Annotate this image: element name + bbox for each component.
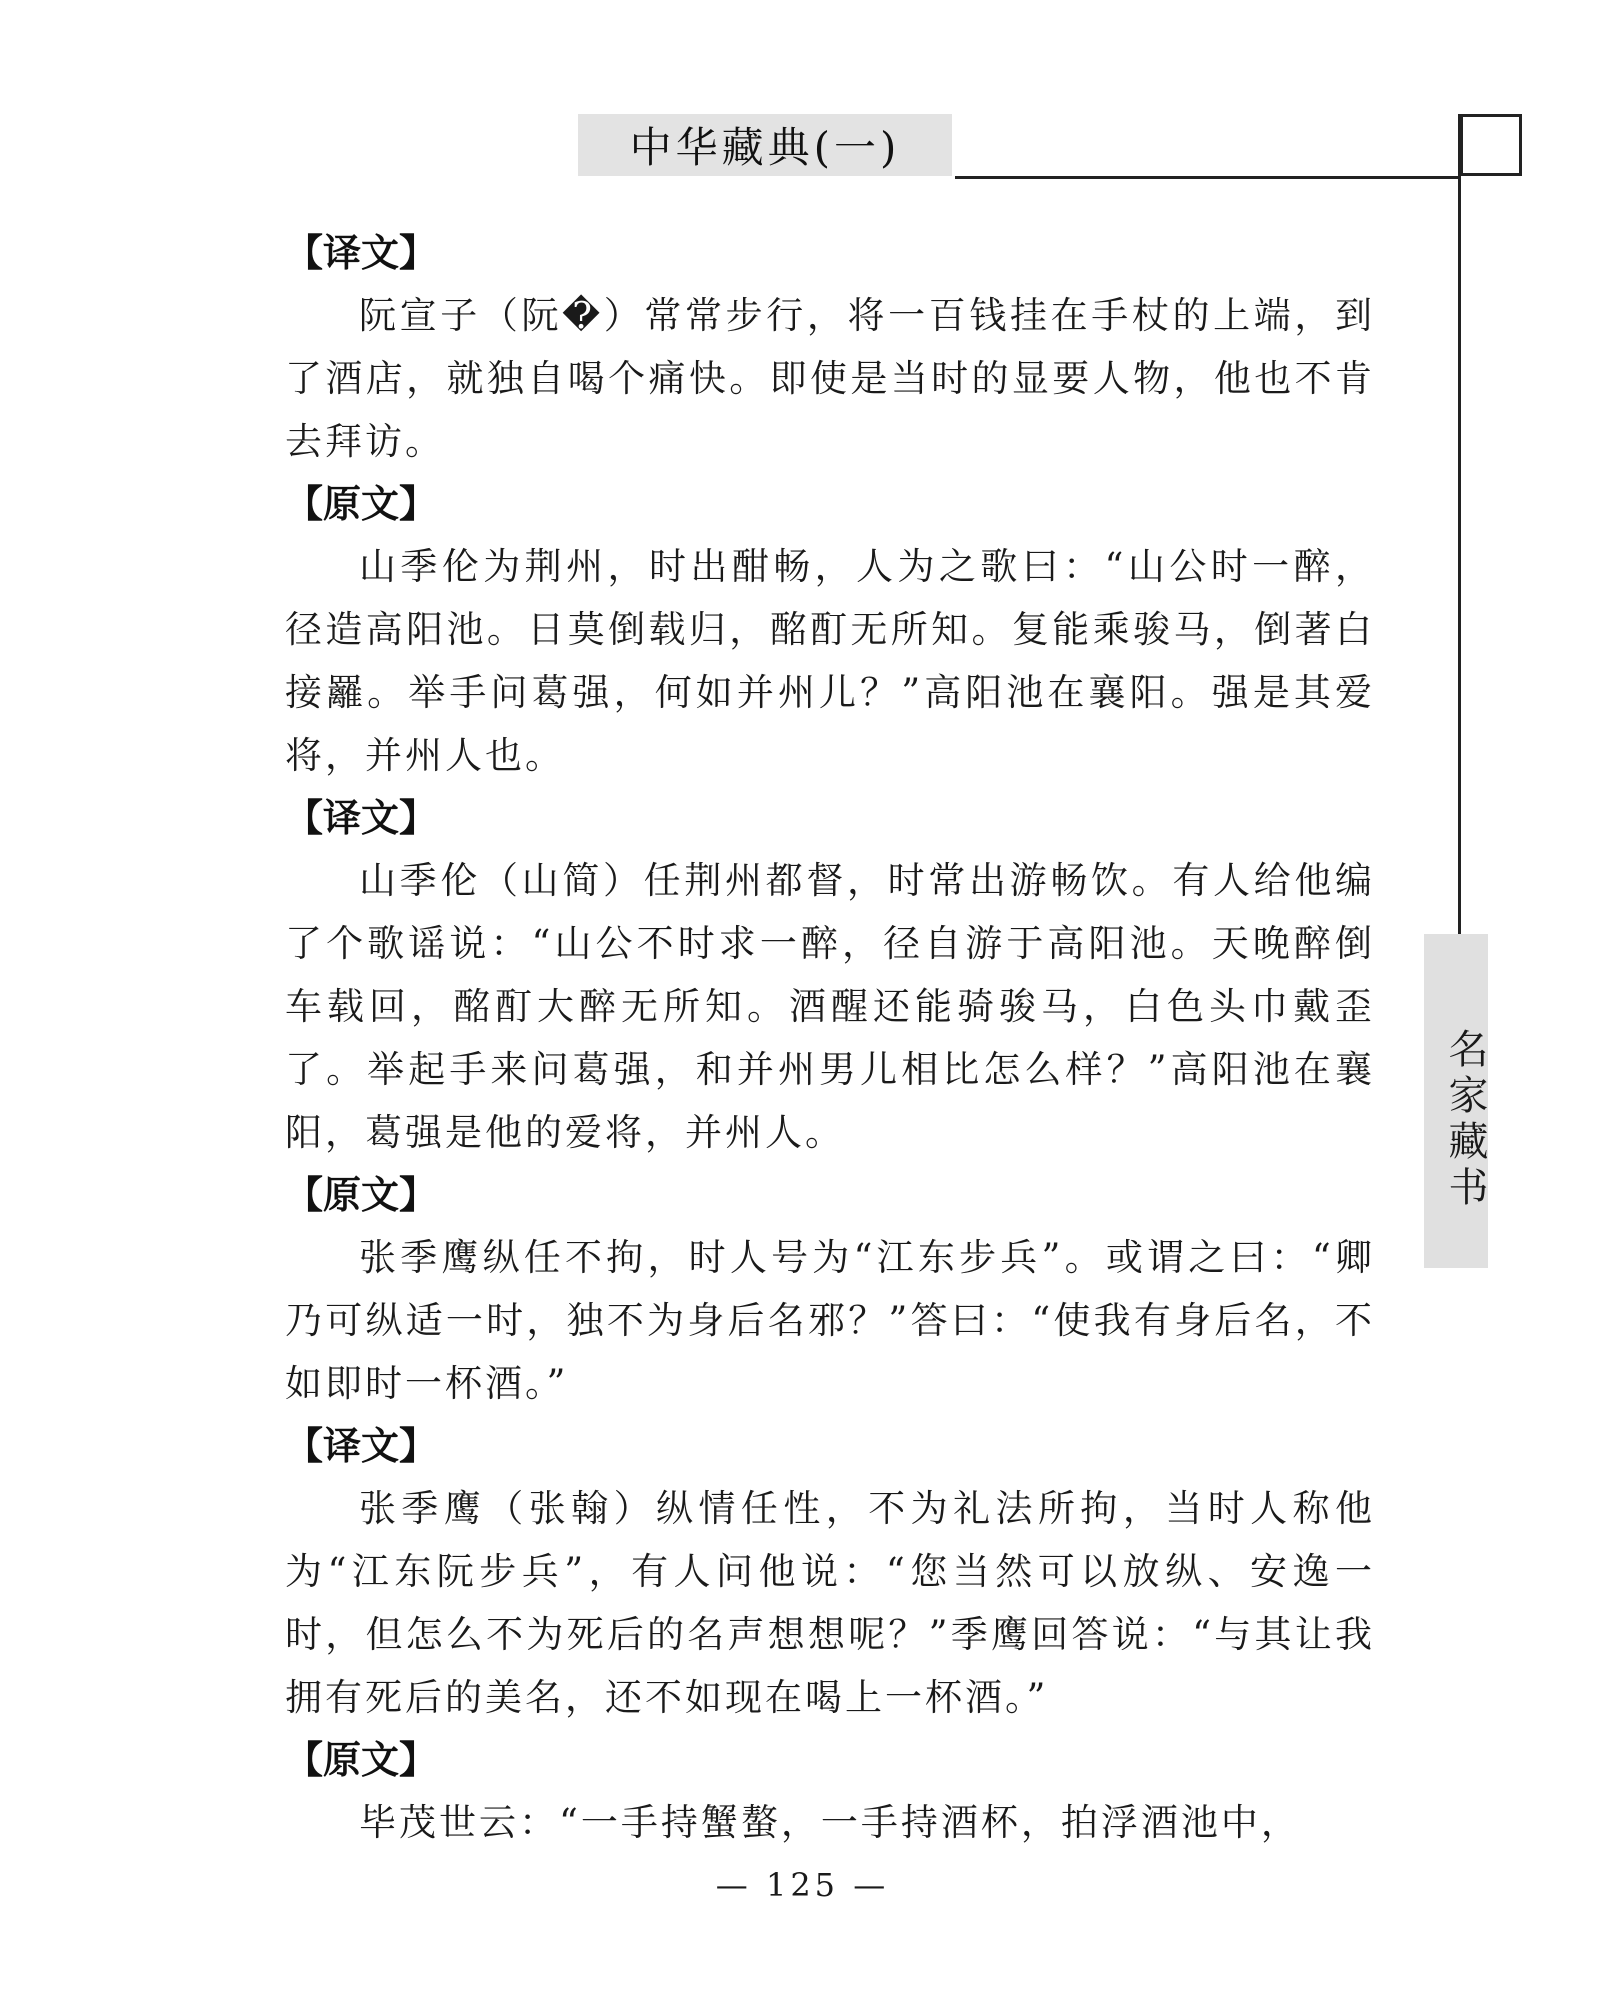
section-heading: 【原文】 <box>285 482 438 526</box>
section-heading: 【原文】 <box>285 1173 438 1217</box>
section-paragraph: 张季鹰（张翰）纵情任性，不为礼法所拘，当时人称他为“江东阮步兵”，有人问他说：“您当然可以放纵、安逸一时，但怎么不为死后的名声想想呢？”季鹰回答说：“与其让我拥有死后的美名，还不如现在喝上一杯酒。” <box>285 1487 1375 1719</box>
header-rule <box>955 176 1460 179</box>
page-number: — 125 — <box>715 1866 890 1904</box>
corner-box <box>1460 114 1522 176</box>
section-paragraph: 阮宣子（阮�）常常步行，将一百钱挂在手杖的上端，到了酒店，就独自喝个痛快。即使是当时的显要人物，他也不肯去拜访。 <box>285 294 1375 463</box>
section-heading: 【译文】 <box>285 796 438 840</box>
section-heading: 【原文】 <box>285 1738 438 1782</box>
section-heading: 【译文】 <box>285 1424 438 1468</box>
side-tab-label: 名家藏书 <box>1442 1028 1488 1212</box>
section-heading: 【译文】 <box>285 231 438 275</box>
side-tab <box>1424 934 1488 1268</box>
margin-vertical-rule <box>1458 114 1461 934</box>
section-paragraph: 张季鹰纵任不拘，时人号为“江东步兵”。或谓之曰：“卿乃可纵适一时，独不为身后名邪？”答曰：“使我有身后名，不如即时一杯酒。” <box>285 1236 1375 1405</box>
section-paragraph: 毕茂世云：“一手持蟹螯，一手持酒杯，拍浮酒池中， <box>359 1801 1301 1844</box>
section-paragraph: 山季伦（山简）任荆州都督，时常出游畅饮。有人给他编了个歌谣说：“山公不时求一醉，径自游于高阳池。天晚醉倒车载回，酩酊大醉无所知。酒醒还能骑骏马，白色头巾戴歪了。举起手来问葛强，和并州男儿相比怎么样？”高阳池在襄阳，葛强是他的爱将，并州人。 <box>285 859 1375 1154</box>
running-header-title: 中华藏典(一) <box>578 114 952 176</box>
page-body <box>285 222 1375 1854</box>
section-paragraph: 山季伦为荆州，时出酣畅，人为之歌曰：“山公时一醉，径造高阳池。日莫倒载归，酩酊无所知。复能乘骏马，倒著白接䍦。举手问葛强，何如并州儿？”高阳池在襄阳。强是其爱将，并州人也。 <box>285 545 1375 777</box>
